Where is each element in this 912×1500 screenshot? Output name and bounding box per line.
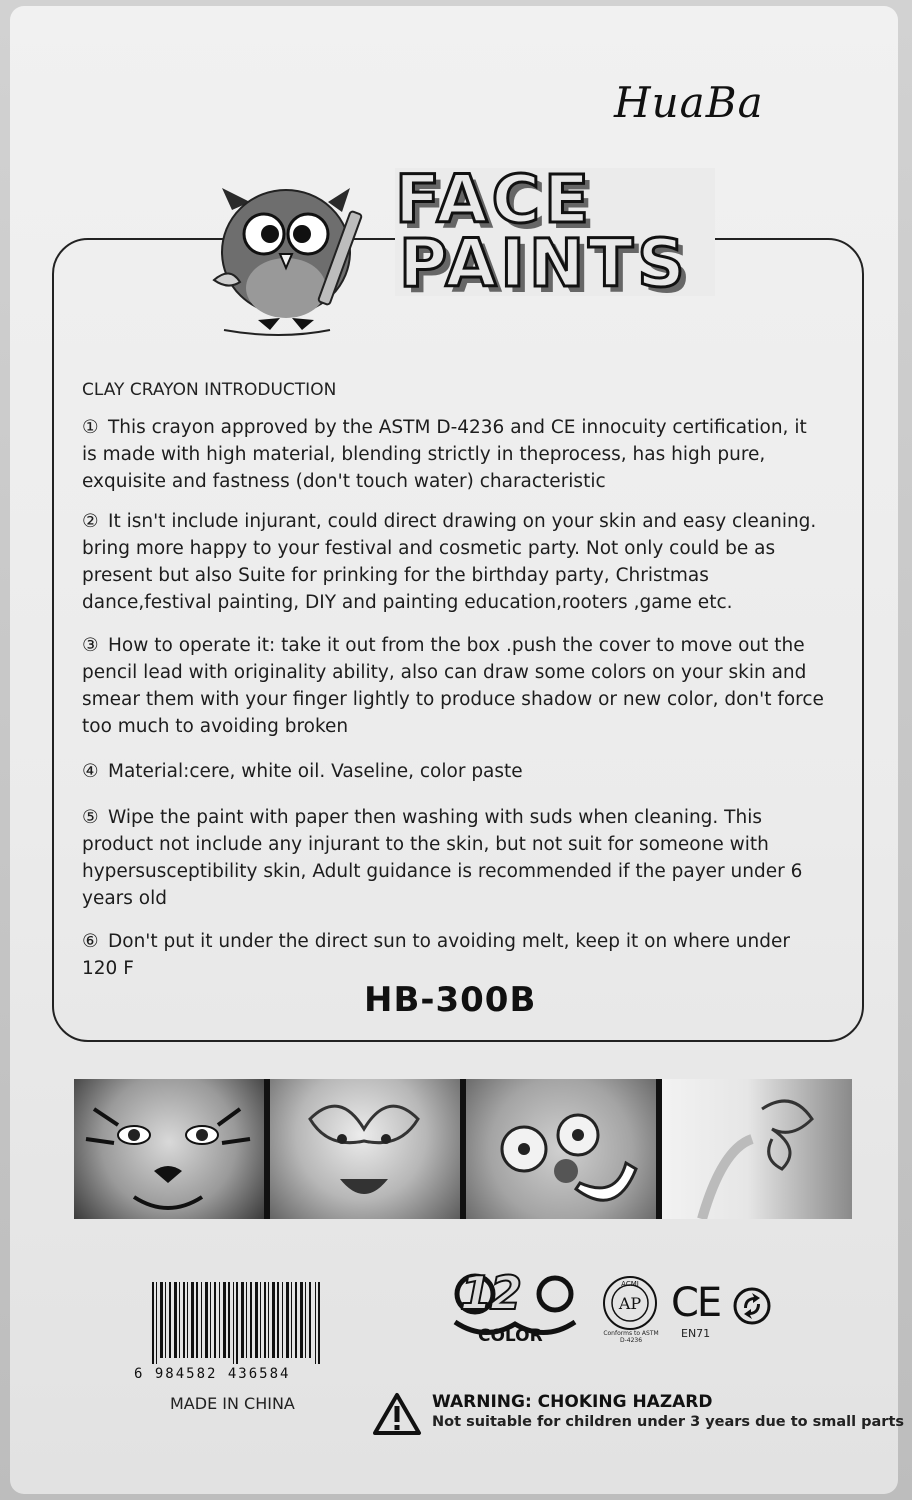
ap-seal-caption: Conforms to ASTM D-4236 [603, 1330, 659, 1344]
model-number: HB-300B [364, 980, 537, 1020]
ap-seal-center: AP [618, 1294, 642, 1313]
butterfly-face-photo [270, 1079, 460, 1219]
en71-label: EN71 [681, 1327, 711, 1340]
paragraph-6 [82, 928, 827, 982]
paragraph-number: ② [82, 511, 99, 532]
product-title [395, 161, 715, 302]
paragraph-4 [82, 758, 827, 785]
paragraph-text: How to operate it: take it out from the box .push the cover to move out the pencil lead with originality ability, also can draw some colors on your skin and smear them with your finger lightly to produce shadow or new color, don't force too much to avoiding broken [82, 635, 824, 737]
ce-mark-icon: CE [671, 1280, 721, 1326]
paragraph-text: This crayon approved by the ASTM D-4236 and CE innocuity certification, it is made with high material, blending strictly in theprocess, has high pure, exquisite and fastness (don't touch water) characteristic [82, 417, 807, 492]
paragraph-2 [82, 508, 827, 616]
warning-triangle-icon [372, 1392, 422, 1436]
ap-seal-icon [598, 1274, 662, 1332]
owl-mascot-icon [210, 170, 370, 340]
example-photo-strip [74, 1079, 852, 1219]
paragraph-3 [82, 632, 827, 740]
paragraph-number: ⑥ [82, 931, 99, 952]
paragraph-text: It isn't include injurant, could direct drawing on your skin and easy cleaning. bring more happy to your festival and cosmetic party. Not only could be as present but also Suite for prinking for the birthday party, Christmas dance,festival painting, DIY and painting education,rooters ,game etc. [82, 511, 817, 613]
tiger-face-photo [74, 1079, 264, 1219]
paragraph-text: Wipe the paint with paper then washing with suds when cleaning. This product not include any injurant to the skin, but not suit for someone with hypersusceptibility skin, Adult guidance is recommended if the payer under 6 years old [82, 807, 803, 909]
paragraph-number: ⑤ [82, 807, 99, 828]
swirl-design-photo [662, 1079, 852, 1219]
intro-heading: CLAY CRAYON INTRODUCTION [82, 380, 337, 400]
warning-title: WARNING: CHOKING HAZARD [432, 1392, 713, 1412]
clown-face-photo [466, 1079, 656, 1219]
paragraph-number: ① [82, 417, 99, 438]
title-line-paints: PAINTS [399, 225, 689, 302]
paragraph-1 [82, 414, 827, 495]
paragraph-text: Don't put it under the direct sun to avoiding melt, keep it on where under 120 F [82, 931, 790, 979]
recycle-icon [732, 1286, 772, 1326]
title-line-face: FACE [395, 161, 594, 238]
color-count-word: COLOR [478, 1326, 543, 1346]
barcode-number: 6 984582 436584 [134, 1366, 291, 1382]
warning-text: Not suitable for children under 3 years due to small parts [432, 1414, 905, 1430]
made-in-label: MADE IN CHINA [170, 1394, 295, 1413]
brand-logo: HuaBa [614, 78, 764, 127]
barcode-icon [152, 1282, 322, 1364]
paragraph-text: Material:cere, white oil. Vaseline, color paste [108, 761, 523, 782]
paragraph-number: ③ [82, 635, 99, 656]
color-count-number: 12 [460, 1266, 521, 1320]
paragraph-5 [82, 804, 827, 912]
ap-seal-top: ACMI [621, 1280, 639, 1288]
paragraph-number: ④ [82, 761, 99, 782]
